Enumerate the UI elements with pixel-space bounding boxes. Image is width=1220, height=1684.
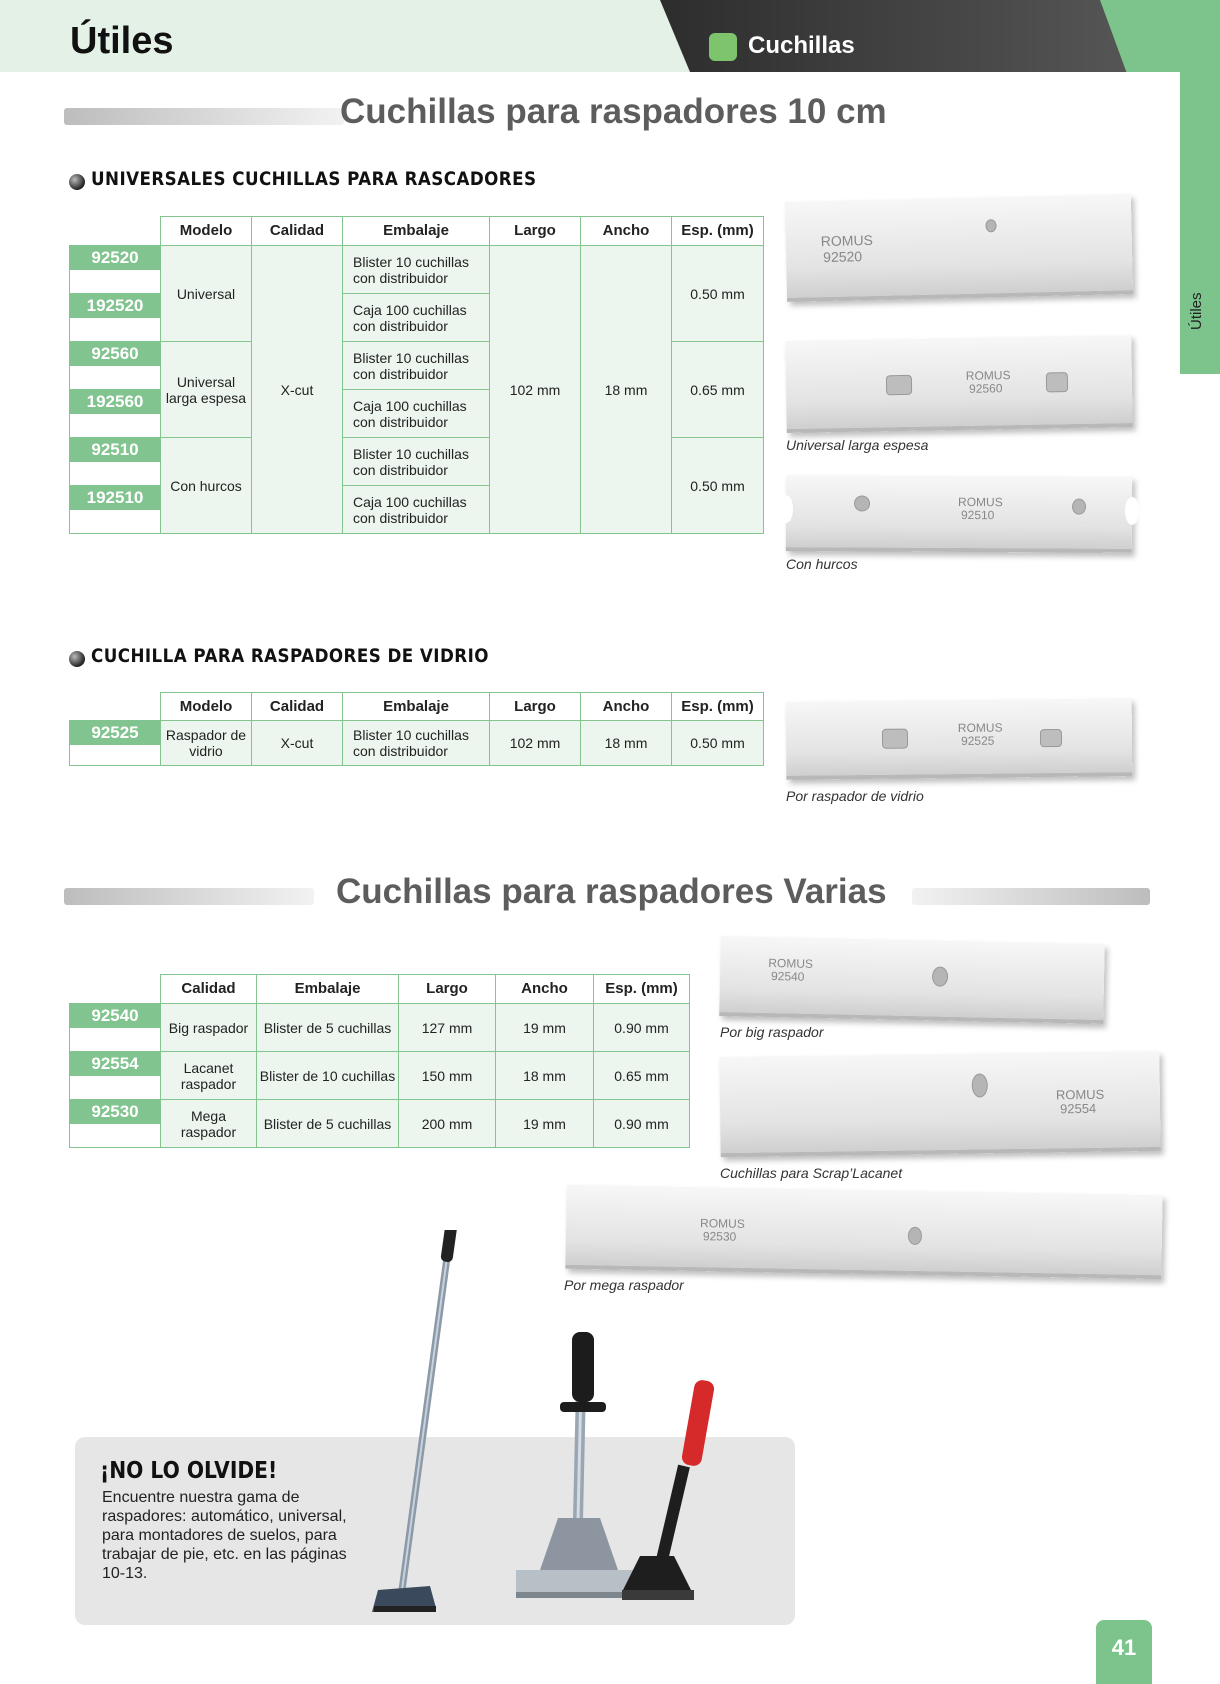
packaging-cell: Blister 10 cuchillas con distribuidor (343, 342, 490, 390)
short-scraper-icon (622, 1379, 715, 1600)
col-header: Embalaje (343, 693, 490, 721)
glass-blade-table (69, 692, 764, 766)
thickness-cell: 0.65 mm (594, 1052, 690, 1100)
blade-brand: ROMUS (958, 494, 1003, 510)
col-header: Modelo (161, 693, 252, 721)
col-header: Esp. (mm) (594, 975, 690, 1004)
blade-code: 92510 (960, 508, 995, 523)
width-cell: 18 mm (581, 246, 672, 534)
blade-caption: Por big raspador (720, 1024, 824, 1040)
blade-code: 92554 (1059, 1100, 1097, 1117)
various-blades-table (69, 974, 690, 1148)
col-header: Calidad (161, 975, 257, 1004)
col-header: Ancho (581, 217, 672, 246)
blade-brand: ROMUS (768, 955, 814, 971)
blade-brand: ROMUS (820, 231, 874, 250)
blade-hole (972, 1073, 988, 1097)
blade-caption: Por raspador de vidrio (786, 788, 924, 804)
length-cell: 150 mm (399, 1052, 496, 1100)
packaging-cell: Blister de 10 cuchillas (257, 1052, 399, 1100)
thickness-cell: 0.65 mm (672, 342, 764, 438)
blade-code: 92525 (960, 733, 995, 748)
blade-notch (1125, 497, 1139, 525)
packaging-cell: Caja 100 cuchillas con distribuidor (343, 294, 490, 342)
title-bar-right (912, 888, 1150, 905)
blade-hole (854, 495, 870, 511)
category-title: Útiles (70, 20, 174, 62)
quality-cell: Big raspador (161, 1004, 257, 1052)
width-cell: 18 mm (581, 721, 672, 766)
table1-heading: UNIVERSALES CUCHILLAS PARA RASCADORES (91, 168, 537, 190)
col-header: Largo (399, 975, 496, 1004)
blade-notch (779, 495, 793, 523)
length-cell: 200 mm (399, 1100, 496, 1148)
blade-slot (1040, 729, 1062, 747)
packaging-cell: Caja 100 cuchillas con distribuidor (343, 486, 490, 534)
blade-92525 (786, 698, 1133, 780)
col-header: Esp. (mm) (672, 693, 764, 721)
scrapers-illustration (360, 1230, 780, 1620)
quality-cell: X-cut (252, 246, 343, 534)
blade-caption: Con hurcos (786, 556, 858, 572)
packaging-cell: Blister 10 cuchillas con distribuidor (343, 246, 490, 294)
blade-code: 92530 (702, 1229, 737, 1244)
blade-brand: ROMUS (1055, 1086, 1105, 1103)
product-code: 92520 (70, 246, 161, 270)
blade-hole (908, 1227, 922, 1245)
product-code: 192510 (70, 486, 161, 510)
packaging-cell: Blister 10 cuchillas con distribuidor (343, 721, 490, 766)
product-code: 92525 (70, 721, 161, 745)
page-number: 41 (1096, 1620, 1152, 1684)
bullet-icon (69, 651, 85, 667)
packaging-cell: Blister de 5 cuchillas (257, 1100, 399, 1148)
quality-cell: Mega raspador (161, 1100, 257, 1148)
section1-title: Cuchillas para raspadores 10 cm (340, 92, 887, 131)
section2-title: Cuchillas para raspadores Varias (336, 872, 887, 911)
col-header: Calidad (252, 217, 343, 246)
reminder-title: ¡NO LO OLVIDE! (100, 1458, 278, 1484)
table2-heading: CUCHILLA PARA RASPADORES DE VIDRIO (91, 645, 489, 667)
quality-cell: Lacanet raspador (161, 1052, 257, 1100)
length-cell: 102 mm (490, 246, 581, 534)
bullet-icon (69, 174, 85, 190)
universal-blades-table (69, 216, 764, 534)
col-header: Largo (490, 217, 581, 246)
col-header: Embalaje (343, 217, 490, 246)
product-code: 92560 (70, 342, 161, 366)
col-header: Ancho (581, 693, 672, 721)
thickness-cell: 0.90 mm (594, 1100, 690, 1148)
title-bar-left (64, 888, 314, 905)
thickness-cell: 0.90 mm (594, 1004, 690, 1052)
model-cell: Universal larga espesa (161, 342, 252, 438)
blade-92540 (719, 936, 1105, 1024)
blade-slot (886, 375, 912, 395)
blade-brand: ROMUS (957, 720, 1003, 736)
product-code: 92530 (70, 1100, 161, 1124)
blade-caption: Universal larga espesa (786, 437, 929, 453)
thickness-cell: 0.50 mm (672, 246, 764, 342)
blade-92554 (719, 1051, 1160, 1157)
product-code: 192560 (70, 390, 161, 414)
blade-92510 (786, 475, 1132, 553)
model-cell: Con hurcos (161, 438, 252, 534)
width-cell: 18 mm (496, 1052, 594, 1100)
blade-brand: ROMUS (700, 1216, 745, 1231)
thickness-cell: 0.50 mm (672, 721, 764, 766)
width-cell: 19 mm (496, 1100, 594, 1148)
blade-hole (1072, 499, 1086, 515)
blade-hole (932, 966, 948, 986)
section-square-icon (709, 33, 737, 61)
blade-brand: ROMUS (965, 368, 1011, 383)
product-code: 92554 (70, 1052, 161, 1076)
title-bar-left (64, 108, 344, 125)
col-header: Esp. (mm) (672, 217, 764, 246)
col-header: Ancho (496, 975, 594, 1004)
blade-hole (985, 219, 996, 232)
blade-92520 (785, 194, 1133, 302)
section-title: Cuchillas (748, 32, 855, 59)
packaging-cell: Blister de 5 cuchillas (257, 1004, 399, 1052)
medium-scraper-icon (516, 1332, 636, 1598)
packaging-cell: Blister 10 cuchillas con distribuidor (343, 438, 490, 486)
packaging-cell: Caja 100 cuchillas con distribuidor (343, 390, 490, 438)
col-header: Modelo (161, 217, 252, 246)
blade-code: 92560 (968, 381, 1003, 396)
model-cell: Universal (161, 246, 252, 342)
width-cell: 19 mm (496, 1004, 594, 1052)
length-cell: 102 mm (490, 721, 581, 766)
blade-code: 92540 (770, 969, 805, 984)
blade-caption: Cuchillas para Scrap’Lacanet (720, 1165, 903, 1181)
product-code: 192520 (70, 294, 161, 318)
product-code: 92540 (70, 1004, 161, 1028)
col-header: Largo (490, 693, 581, 721)
model-cell: Raspador de vidrio (161, 721, 252, 766)
blade-code: 92520 (822, 248, 863, 266)
col-header: Calidad (252, 693, 343, 721)
reminder-text: Encuentre nuestra gama de raspadores: automático, universal, para montadores de suelos, para trabajar de pie, etc. en las páginas 10-13. (102, 1489, 347, 1582)
blade-slot (882, 729, 908, 749)
side-tab-label: Útiles (1188, 292, 1205, 330)
thickness-cell: 0.50 mm (672, 438, 764, 534)
product-code: 92510 (70, 438, 161, 462)
long-scraper-icon (372, 1230, 458, 1612)
blade-caption: Por mega raspador (564, 1277, 684, 1293)
length-cell: 127 mm (399, 1004, 496, 1052)
blade-92560 (785, 335, 1133, 433)
col-header: Embalaje (257, 975, 399, 1004)
blade-slot (1046, 372, 1068, 392)
quality-cell: X-cut (252, 721, 343, 766)
